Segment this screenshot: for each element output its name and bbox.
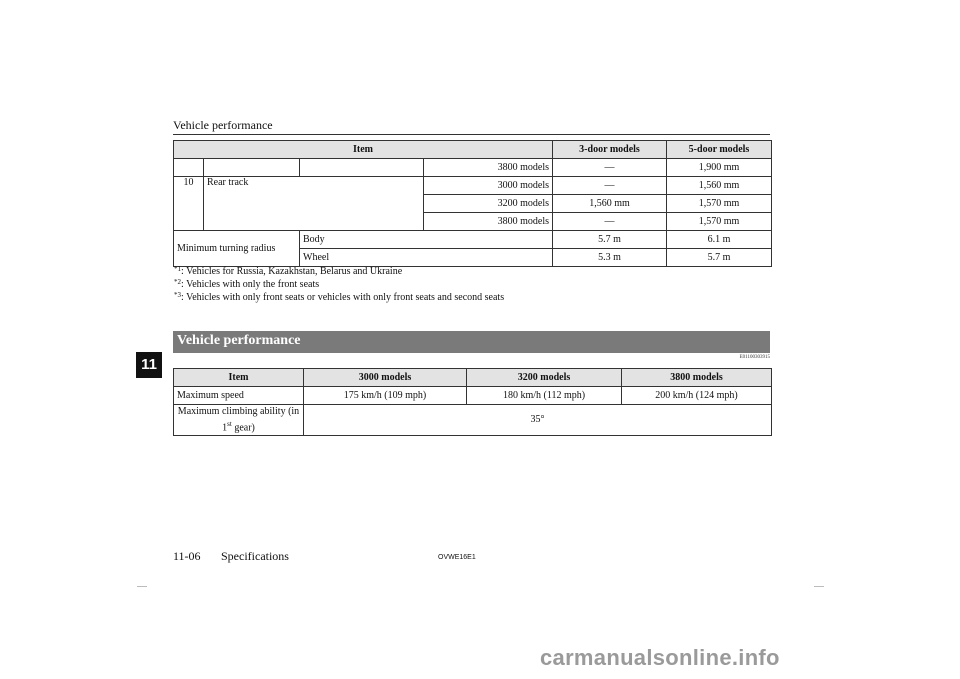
empty-cell xyxy=(204,159,300,177)
model-cell: 3200 models xyxy=(424,195,553,213)
value-cell: 200 km/h (124 mph) xyxy=(622,387,772,405)
model-cell: 3000 models xyxy=(424,177,553,195)
header-3door: 3-door models xyxy=(553,141,667,159)
footnote-text: : Vehicles with only the front seats xyxy=(181,279,320,290)
value-cell: — xyxy=(553,177,667,195)
footnote-mark: *2 xyxy=(174,278,181,286)
item-label-rear-track: Rear track xyxy=(204,177,424,231)
table-row xyxy=(174,387,772,405)
value-cell: 180 km/h (112 mph) xyxy=(467,387,622,405)
table-row xyxy=(174,231,772,249)
footnote-mark: *1 xyxy=(174,265,181,273)
watermark: carmanualsonline.info xyxy=(540,645,780,670)
value-cell: 6.1 m xyxy=(667,231,772,249)
item-number: 10 xyxy=(174,177,204,231)
header-3800: 3800 models xyxy=(622,369,772,387)
sub-label-body: Body xyxy=(300,231,553,249)
header-3000: 3000 models xyxy=(304,369,467,387)
section-heading-bar xyxy=(173,331,770,353)
item-label-max-speed: Maximum speed xyxy=(174,387,304,405)
footer-doc-code: OVWE16E1 xyxy=(438,554,476,561)
footnote xyxy=(174,291,504,304)
section-title: Vehicle performance xyxy=(177,333,301,348)
footnote xyxy=(174,278,504,291)
table-row xyxy=(174,405,772,436)
header-3200: 3200 models xyxy=(467,369,622,387)
value-cell: 1,900 mm xyxy=(667,159,772,177)
climbing-label-post: gear) xyxy=(231,422,255,434)
item-label-climbing xyxy=(174,405,304,436)
footnote-text: : Vehicles with only front seats or vehicles with only front seats and second seats xyxy=(181,292,505,303)
crop-mark xyxy=(137,586,147,587)
header-item: Item xyxy=(174,369,304,387)
value-cell: 1,560 mm xyxy=(667,177,772,195)
climbing-label-pre: Maximum climbing ability (in xyxy=(177,405,300,417)
footnote-text: : Vehicles for Russia, Kazakhstan, Belarus and Ukraine xyxy=(181,266,403,277)
table-header-row xyxy=(174,369,772,387)
value-cell: 175 km/h (109 mph) xyxy=(304,387,467,405)
footnotes xyxy=(174,265,504,304)
value-cell: — xyxy=(553,159,667,177)
climbing-label-sup: st xyxy=(227,419,232,428)
value-cell: 1,560 mm xyxy=(553,195,667,213)
item-label-turning-radius: Minimum turning radius xyxy=(174,231,300,267)
table-header-row xyxy=(174,141,772,159)
table-row xyxy=(174,159,772,177)
chapter-tab: 11 xyxy=(136,352,162,378)
header-5door: 5-door models xyxy=(667,141,772,159)
dimensions-table xyxy=(173,140,772,267)
value-cell: 35° xyxy=(304,405,772,436)
value-cell: — xyxy=(553,213,667,231)
value-cell: 5.3 m xyxy=(553,249,667,267)
footer-page-number: 11-06 xyxy=(173,549,201,563)
table-row xyxy=(174,177,772,195)
climbing-label-num: 1 xyxy=(222,422,228,434)
footnote-mark: *3 xyxy=(174,291,181,299)
section-code: E01100303915 xyxy=(739,355,770,360)
model-cell: 3800 models xyxy=(424,213,553,231)
performance-table xyxy=(173,368,772,436)
sub-label-wheel: Wheel xyxy=(300,249,553,267)
footnote xyxy=(174,265,504,278)
running-head: Vehicle performance xyxy=(173,118,273,132)
value-cell: 1,570 mm xyxy=(667,195,772,213)
empty-cell xyxy=(174,159,204,177)
header-rule xyxy=(173,134,770,135)
crop-mark xyxy=(814,586,824,587)
empty-cell xyxy=(300,159,424,177)
value-cell: 1,570 mm xyxy=(667,213,772,231)
model-cell: 3800 models xyxy=(424,159,553,177)
value-cell: 5.7 m xyxy=(667,249,772,267)
header-item: Item xyxy=(174,141,553,159)
footer-chapter-title: Specifications xyxy=(221,549,289,563)
value-cell: 5.7 m xyxy=(553,231,667,249)
